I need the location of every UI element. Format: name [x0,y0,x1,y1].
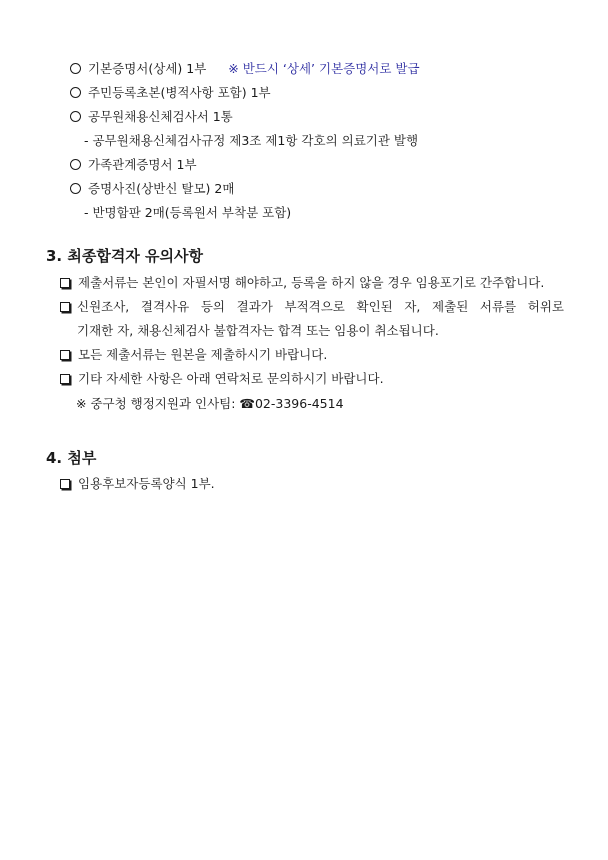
notice-item-text: 제출서류는 본인이 자필서명 해야하고, 등록을 하지 않을 경우 임용포기로 간주합니다. [78,275,545,290]
circle-bullet-icon [70,159,81,170]
notice-item-4 [60,371,384,387]
section-heading: 4. 첨부 [46,449,97,467]
attachment-item [60,476,215,492]
doc-item-3 [70,109,233,125]
doc-item-3-sub: - 공무원채용신체검사규정 제3조 제1항 각호의 의료기관 발행 [84,133,419,148]
checkbox-bullet-icon [60,350,70,360]
circle-bullet-icon [70,87,81,98]
notice-item-1 [60,275,544,291]
notice-item-text: 모든 제출서류는 원본을 제출하시기 바랍니다. [78,347,328,362]
doc-item-1 [70,61,420,77]
doc-item-text: 가족관계증명서 1부 [88,157,197,172]
doc-item-4 [70,157,197,173]
doc-item-text: 기본증명서(상세) 1부 [88,61,207,76]
doc-item-note: ※ 반드시 ‘상세’ 기본증명서로 발급 [228,61,420,76]
doc-item-2 [70,85,271,101]
notice-item-3 [60,347,327,363]
circle-bullet-icon [70,63,81,74]
notice-item-text: 신원조사, 결격사유 등의 결과가 부적격으로 확인된 자, 제출된 서류를 허위로 [77,299,564,314]
doc-item-text: 증명사진(상반신 탈모) 2매 [88,181,235,196]
contact-line: ※ 중구청 행정지원과 인사팀: ☎02-3396-4514 [76,396,344,411]
circle-bullet-icon [70,183,81,194]
checkbox-bullet-icon [60,479,70,489]
notice-item-2-cont: 기재한 자, 채용신체검사 불합격자는 합격 또는 임용이 취소됩니다. [77,323,439,338]
doc-item-text: 주민등록초본(병적사항 포함) 1부 [88,85,271,100]
section-heading: 3. 최종합격자 유의사항 [46,247,203,265]
doc-item-text: 공무원채용신체검사서 1통 [88,109,233,124]
circle-bullet-icon [70,111,81,122]
checkbox-bullet-icon [60,374,70,384]
notice-item-2 [60,299,564,315]
doc-item-5-sub: - 반명함판 2매(등록원서 부착분 포함) [84,205,292,220]
doc-item-5 [70,181,234,197]
checkbox-bullet-icon [60,278,70,288]
attachment-item-text: 임용후보자등록양식 1부. [78,476,215,491]
notice-item-text: 기타 자세한 사항은 아래 연락처로 문의하시기 바랍니다. [78,371,384,386]
checkbox-bullet-icon [60,302,70,312]
